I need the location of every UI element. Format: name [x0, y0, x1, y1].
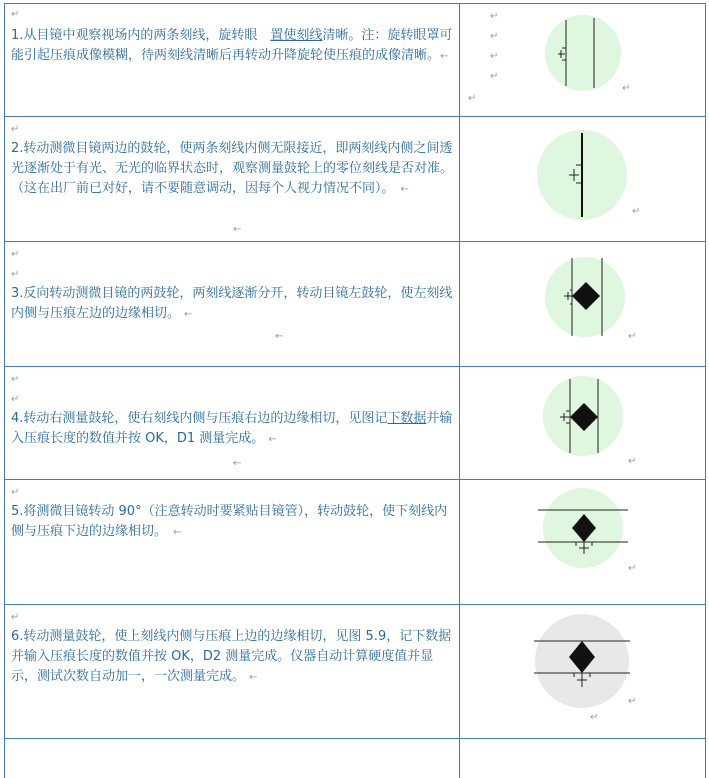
eyepiece-view-6 — [534, 613, 630, 709]
figure-cell: ↵ — [460, 242, 705, 366]
step-cell: ↵ ↵ 3.反向转动测微目镜的两鼓轮，两刻线逐渐分开，转动目镜左鼓轮，使左刻线内侧与压痕左边的边缘相切。 ← ← — [5, 242, 460, 366]
figure-cell: ↵ — [460, 367, 705, 479]
table-row — [4, 241, 706, 366]
table-row — [4, 366, 706, 479]
eyepiece-view-3 — [540, 252, 630, 342]
step-cell: ↵ 5.将测微目镜转动 90°（注意转动时要紧贴目镜管），转动鼓轮，使下刻线内侧与压痕下边的边缘相切。 ← — [5, 480, 460, 604]
step-text: 6.转动测量鼓轮，使上刻线内侧与压痕上边的边缘相切，见图 5.9，记下数据并输入压痕长度的数值并按 OK，D2 测量完成。仪器自动计算硬度值并显示，测试次数自动加一，一次测量完成。 ← — [11, 629, 452, 684]
table-row — [4, 738, 706, 778]
table-row — [4, 604, 706, 738]
figure-cell — [460, 739, 705, 778]
step-cell: ↵ 6.转动测量鼓轮，使上刻线内侧与压痕上边的边缘相切，见图 5.9，记下数据并输入压痕长度的数值并按 OK，D2 测量完成。仪器自动计算硬度值并显示，测试次数自动加一，一次测量完成。 ← — [5, 605, 460, 738]
step-text: 3.反向转动测微目镜的两鼓轮，两刻线逐渐分开，转动目镜左鼓轮，使左刻线内侧与压痕左边的边缘相切。 ← — [11, 286, 453, 321]
step-cell — [5, 739, 460, 778]
step-text: 5.将测微目镜转动 90°（注意转动时要紧贴目镜管），转动鼓轮，使下刻线内侧与压痕下边的边缘相切。 ← — [11, 504, 448, 539]
instruction-table — [4, 3, 706, 778]
step-text: 1.从目镜中观察视场内的两条刻线，旋转眼 置使刻线清晰。注：旋转眼罩可能引起压痕成像模糊，待两刻线清晰后再转动升降旋轮使压痕的成像清晰。← — [11, 28, 453, 63]
eyepiece-view-4 — [538, 371, 628, 461]
eyepiece-view-2 — [532, 125, 632, 225]
eyepiece-view-1 — [538, 8, 628, 98]
table-row — [4, 3, 706, 116]
paragraph-mark: ↵ — [11, 9, 20, 20]
table-row — [4, 116, 706, 241]
step-cell: ↵ 2.转动测微目镜两边的鼓轮，使两条刻线内侧无限接近，即两刻线内侧之间透光逐渐处于有光、无光的临界状态时，观察测量鼓轮上的零位刻线是否对准。（这在出厂前已对好，请不要随意调动，因每个人视力情况不同）。 ← ← — [5, 117, 460, 241]
figure-cell: ↵ ↵ ↵ ↵ ↵ ↵ — [460, 4, 705, 116]
figure-cell: ↵ — [460, 117, 705, 241]
figure-cell: ↵ ↵ — [460, 605, 705, 738]
step-text: 2.转动测微目镜两边的鼓轮，使两条刻线内侧无限接近，即两刻线内侧之间透光逐渐处于有光、无光的临界状态时，观察测量鼓轮上的零位刻线是否对准。（这在出厂前已对好，请不要随意调动，因每个人视力情况不同）。 ← — [11, 141, 454, 196]
step-cell: ↵ ↵ 4.转动右测量鼓轮，使右刻线内侧与压痕右边的边缘相切，见图记下数据并输入压痕长度的数值并按 OK，D1 测量完成。 ← ← — [5, 367, 460, 479]
eyepiece-view-5 — [538, 488, 628, 574]
step-cell — [5, 4, 460, 116]
step-text: 4.转动右测量鼓轮，使右刻线内侧与压痕右边的边缘相切，见图记下数据并输入压痕长度的数值并按 OK，D1 测量完成。 ← — [11, 411, 453, 446]
table-row — [4, 479, 706, 604]
figure-cell: ↵ — [460, 480, 705, 604]
